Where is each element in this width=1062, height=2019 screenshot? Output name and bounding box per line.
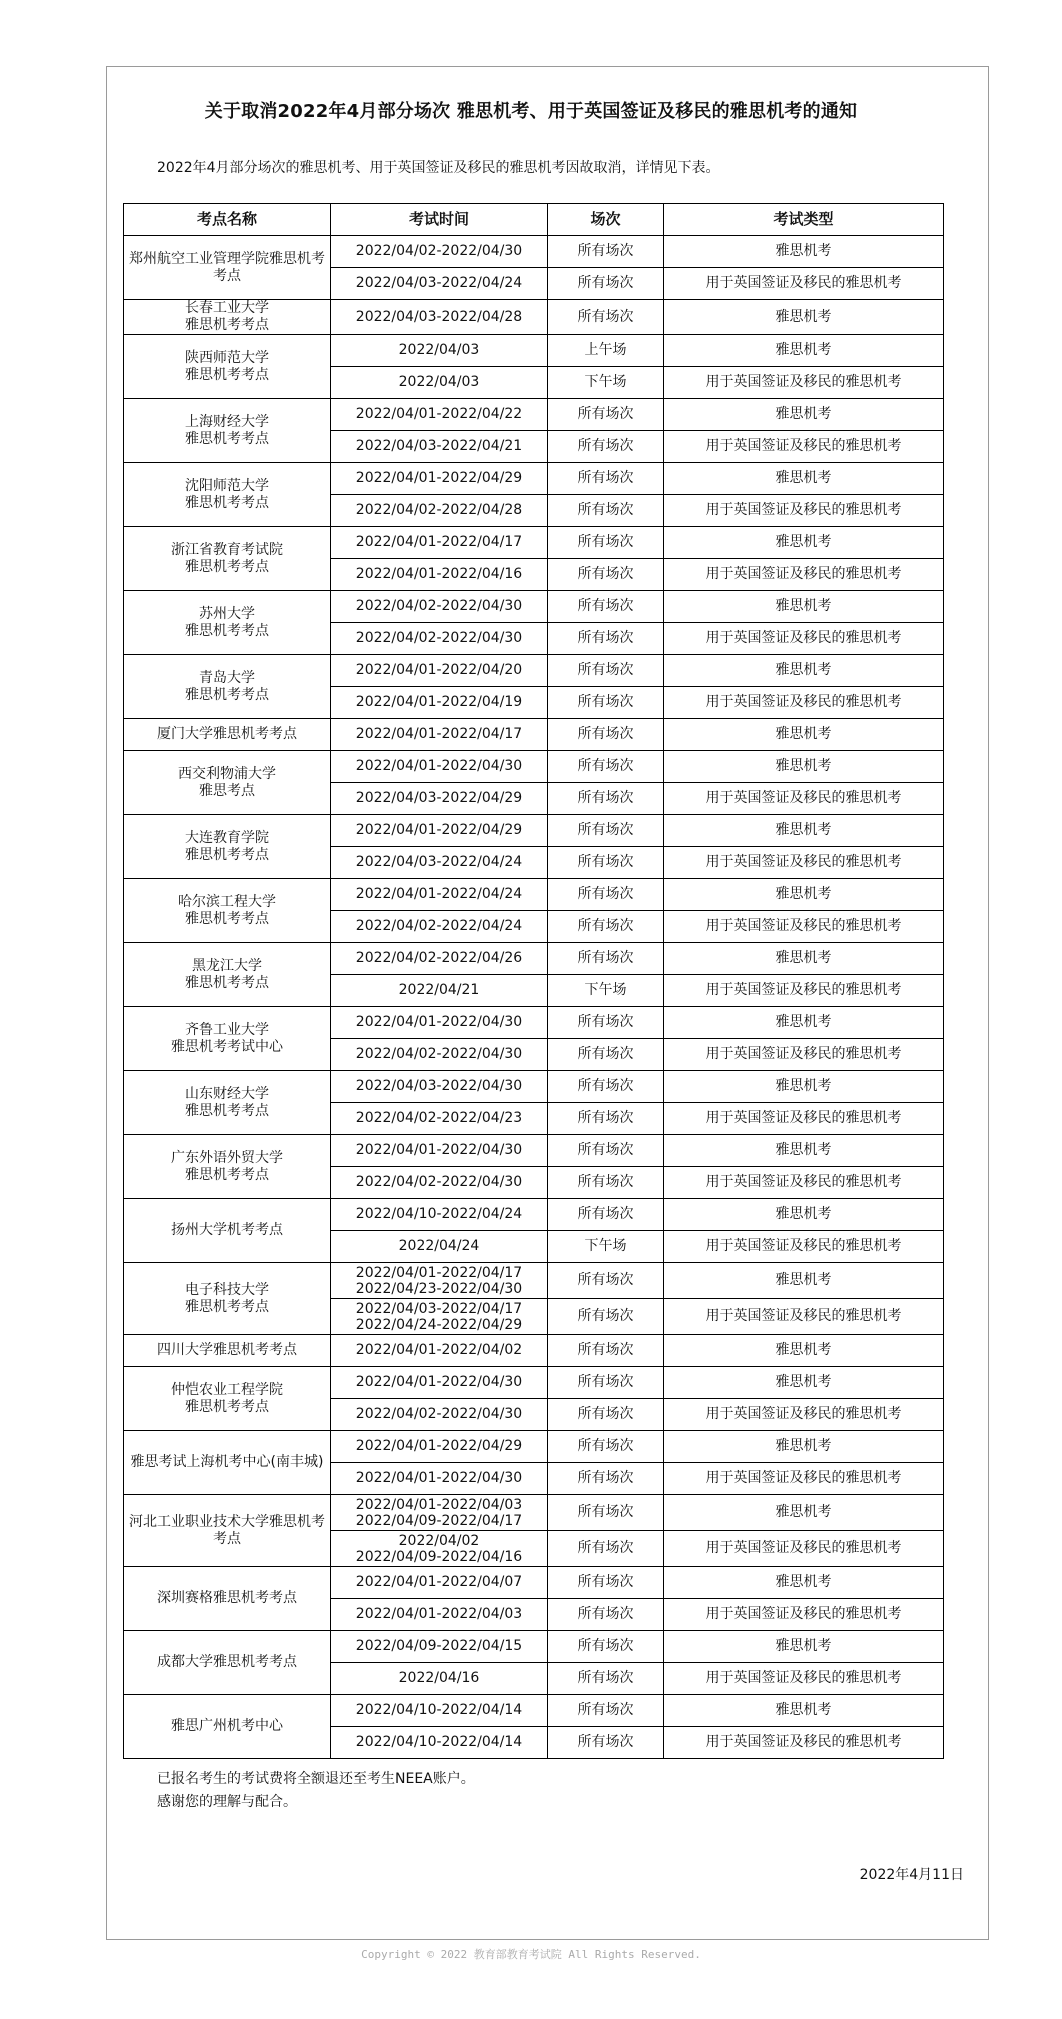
center-name-cell: 成都大学雅思机考考点 [124, 1631, 331, 1695]
session-cell: 所有场次 [548, 495, 664, 527]
session-cell: 上午场 [548, 335, 664, 367]
exam-type-cell: 雅思机考 [664, 399, 944, 431]
exam-type-cell: 雅思机考 [664, 527, 944, 559]
center-name-cell: 扬州大学机考考点 [124, 1199, 331, 1263]
table-row [124, 527, 944, 559]
table-row [124, 591, 944, 623]
exam-type-cell: 雅思机考 [664, 591, 944, 623]
exam-type-cell: 雅思机考 [664, 463, 944, 495]
exam-time-cell: 2022/04/01-2022/04/30 [331, 1367, 548, 1399]
center-name-cell: 西交利物浦大学 雅思考点 [124, 751, 331, 815]
center-name-cell: 郑州航空工业管理学院雅思机考考点 [124, 236, 331, 300]
exam-type-cell: 用于英国签证及移民的雅思机考 [664, 1299, 944, 1335]
exam-time-cell: 2022/04/03-2022/04/24 [331, 847, 548, 879]
header-type: 考试类型 [664, 204, 944, 236]
table-row [124, 1199, 944, 1231]
exam-type-cell: 雅思机考 [664, 1135, 944, 1167]
session-cell: 所有场次 [548, 1199, 664, 1231]
center-name-cell: 大连教育学院 雅思机考考点 [124, 815, 331, 879]
exam-time-cell: 2022/04/01-2022/04/30 [331, 1135, 548, 1167]
exam-type-cell: 用于英国签证及移民的雅思机考 [664, 1039, 944, 1071]
session-cell: 所有场次 [548, 655, 664, 687]
table-row [124, 1263, 944, 1299]
exam-time-cell: 2022/04/10-2022/04/14 [331, 1727, 548, 1759]
session-cell: 所有场次 [548, 1431, 664, 1463]
table-row [124, 1695, 944, 1727]
exam-time-cell: 2022/04/01-2022/04/02 [331, 1335, 548, 1367]
exam-type-cell: 用于英国签证及移民的雅思机考 [664, 687, 944, 719]
table-row [124, 236, 944, 268]
exam-time-cell: 2022/04/01-2022/04/29 [331, 815, 548, 847]
table-row [124, 1631, 944, 1663]
session-cell: 所有场次 [548, 783, 664, 815]
session-cell: 所有场次 [548, 687, 664, 719]
exam-time-cell: 2022/04/09-2022/04/15 [331, 1631, 548, 1663]
exam-time-cell: 2022/04/03-2022/04/30 [331, 1071, 548, 1103]
session-cell: 所有场次 [548, 1103, 664, 1135]
exam-type-cell: 雅思机考 [664, 1431, 944, 1463]
session-cell: 所有场次 [548, 399, 664, 431]
exam-time-cell: 2022/04/01-2022/04/07 [331, 1567, 548, 1599]
copyright: Copyright © 2022 教育部教育考试院 All Rights Reserved. [361, 1948, 701, 1961]
notice-date: 2022年4月11日 [859, 1867, 964, 1883]
session-cell: 所有场次 [548, 1495, 664, 1531]
exam-type-cell: 雅思机考 [664, 655, 944, 687]
exam-time-cell: 2022/04/02-2022/04/30 [331, 591, 548, 623]
center-name-cell: 仲恺农业工程学院 雅思机考考点 [124, 1367, 331, 1431]
table-row [124, 399, 944, 431]
table-row [124, 815, 944, 847]
exam-type-cell: 用于英国签证及移民的雅思机考 [664, 783, 944, 815]
exam-time-cell: 2022/04/02-2022/04/26 [331, 943, 548, 975]
table-row [124, 1071, 944, 1103]
cancellation-table [123, 203, 944, 1759]
exam-type-cell: 雅思机考 [664, 943, 944, 975]
exam-time-cell: 2022/04/02 2022/04/09-2022/04/16 [331, 1531, 548, 1567]
exam-type-cell: 用于英国签证及移民的雅思机考 [664, 1231, 944, 1263]
session-cell: 所有场次 [548, 1531, 664, 1567]
session-cell: 下午场 [548, 367, 664, 399]
exam-time-cell: 2022/04/01-2022/04/03 [331, 1599, 548, 1631]
table-row [124, 1495, 944, 1531]
header-session: 场次 [548, 204, 664, 236]
exam-time-cell: 2022/04/02-2022/04/28 [331, 495, 548, 527]
exam-time-cell: 2022/04/01-2022/04/17 2022/04/23-2022/04/30 [331, 1263, 548, 1299]
center-name-cell: 厦门大学雅思机考考点 [124, 719, 331, 751]
session-cell: 所有场次 [548, 463, 664, 495]
session-cell: 所有场次 [548, 1299, 664, 1335]
center-name-cell: 黑龙江大学 雅思机考考点 [124, 943, 331, 1007]
exam-time-cell: 2022/04/03-2022/04/21 [331, 431, 548, 463]
session-cell: 所有场次 [548, 751, 664, 783]
exam-time-cell: 2022/04/02-2022/04/24 [331, 911, 548, 943]
session-cell: 所有场次 [548, 1663, 664, 1695]
exam-type-cell: 用于英国签证及移民的雅思机考 [664, 1531, 944, 1567]
exam-time-cell: 2022/04/01-2022/04/20 [331, 655, 548, 687]
exam-type-cell: 雅思机考 [664, 1495, 944, 1531]
exam-type-cell: 雅思机考 [664, 1631, 944, 1663]
session-cell: 所有场次 [548, 1631, 664, 1663]
exam-time-cell: 2022/04/03-2022/04/29 [331, 783, 548, 815]
exam-time-cell: 2022/04/01-2022/04/17 [331, 527, 548, 559]
exam-time-cell: 2022/04/01-2022/04/29 [331, 1431, 548, 1463]
session-cell: 所有场次 [548, 268, 664, 300]
exam-time-cell: 2022/04/24 [331, 1231, 548, 1263]
session-cell: 所有场次 [548, 879, 664, 911]
exam-time-cell: 2022/04/16 [331, 1663, 548, 1695]
table-row [124, 463, 944, 495]
center-name-cell: 四川大学雅思机考考点 [124, 1335, 331, 1367]
table-row [124, 751, 944, 783]
table-row [124, 1567, 944, 1599]
session-cell: 所有场次 [548, 1007, 664, 1039]
exam-time-cell: 2022/04/02-2022/04/30 [331, 236, 548, 268]
exam-time-cell: 2022/04/03 [331, 335, 548, 367]
session-cell: 所有场次 [548, 1567, 664, 1599]
exam-time-cell: 2022/04/03-2022/04/17 2022/04/24-2022/04/29 [331, 1299, 548, 1335]
session-cell: 所有场次 [548, 300, 664, 335]
exam-type-cell: 用于英国签证及移民的雅思机考 [664, 847, 944, 879]
exam-time-cell: 2022/04/01-2022/04/19 [331, 687, 548, 719]
thanks-note: 感谢您的理解与配合。 [157, 1794, 297, 1810]
exam-type-cell: 用于英国签证及移民的雅思机考 [664, 268, 944, 300]
center-name-cell: 浙江省教育考试院 雅思机考考点 [124, 527, 331, 591]
center-name-cell: 上海财经大学 雅思机考考点 [124, 399, 331, 463]
session-cell: 所有场次 [548, 1599, 664, 1631]
session-cell: 所有场次 [548, 1399, 664, 1431]
exam-time-cell: 2022/04/02-2022/04/30 [331, 1399, 548, 1431]
center-name-cell: 陕西师范大学 雅思机考考点 [124, 335, 331, 399]
session-cell: 下午场 [548, 1231, 664, 1263]
exam-type-cell: 用于英国签证及移民的雅思机考 [664, 1599, 944, 1631]
session-cell: 所有场次 [548, 1071, 664, 1103]
session-cell: 所有场次 [548, 1263, 664, 1299]
table-row [124, 943, 944, 975]
exam-time-cell: 2022/04/01-2022/04/24 [331, 879, 548, 911]
center-name-cell: 青岛大学 雅思机考考点 [124, 655, 331, 719]
session-cell: 所有场次 [548, 847, 664, 879]
exam-time-cell: 2022/04/01-2022/04/30 [331, 751, 548, 783]
session-cell: 所有场次 [548, 911, 664, 943]
center-name-cell: 山东财经大学 雅思机考考点 [124, 1071, 331, 1135]
exam-type-cell: 雅思机考 [664, 1263, 944, 1299]
exam-type-cell: 用于英国签证及移民的雅思机考 [664, 1399, 944, 1431]
table-row [124, 1367, 944, 1399]
exam-type-cell: 用于英国签证及移民的雅思机考 [664, 495, 944, 527]
exam-time-cell: 2022/04/01-2022/04/16 [331, 559, 548, 591]
exam-type-cell: 用于英国签证及移民的雅思机考 [664, 1727, 944, 1759]
session-cell: 所有场次 [548, 1727, 664, 1759]
table-row [124, 1007, 944, 1039]
notes [157, 1768, 475, 1814]
exam-type-cell: 雅思机考 [664, 815, 944, 847]
table-row [124, 879, 944, 911]
exam-type-cell: 雅思机考 [664, 1071, 944, 1103]
exam-type-cell: 雅思机考 [664, 1335, 944, 1367]
session-cell: 所有场次 [548, 623, 664, 655]
table-body [124, 236, 944, 1759]
exam-type-cell: 用于英国签证及移民的雅思机考 [664, 1463, 944, 1495]
center-name-cell: 雅思考试上海机考中心(南丰城) [124, 1431, 331, 1495]
exam-type-cell: 雅思机考 [664, 335, 944, 367]
exam-type-cell: 雅思机考 [664, 719, 944, 751]
exam-type-cell: 雅思机考 [664, 1567, 944, 1599]
center-name-cell: 广东外语外贸大学 雅思机考考点 [124, 1135, 331, 1199]
exam-type-cell: 用于英国签证及移民的雅思机考 [664, 623, 944, 655]
exam-type-cell: 用于英国签证及移民的雅思机考 [664, 911, 944, 943]
center-name-cell: 雅思广州机考中心 [124, 1695, 331, 1759]
session-cell: 所有场次 [548, 431, 664, 463]
exam-type-cell: 雅思机考 [664, 236, 944, 268]
table-row [124, 335, 944, 367]
center-name-cell: 深圳赛格雅思机考考点 [124, 1567, 331, 1631]
table-row [124, 1335, 944, 1367]
center-name-cell: 哈尔滨工程大学 雅思机考考点 [124, 879, 331, 943]
session-cell: 所有场次 [548, 1367, 664, 1399]
session-cell: 所有场次 [548, 1695, 664, 1727]
session-cell: 所有场次 [548, 591, 664, 623]
exam-time-cell: 2022/04/03-2022/04/28 [331, 300, 548, 335]
center-name-cell: 长春工业大学 雅思机考考点 [124, 300, 331, 335]
center-name-cell: 沈阳师范大学 雅思机考考点 [124, 463, 331, 527]
exam-type-cell: 用于英国签证及移民的雅思机考 [664, 559, 944, 591]
exam-time-cell: 2022/04/02-2022/04/30 [331, 1039, 548, 1071]
exam-time-cell: 2022/04/01-2022/04/30 [331, 1007, 548, 1039]
session-cell: 所有场次 [548, 527, 664, 559]
exam-type-cell: 雅思机考 [664, 1367, 944, 1399]
page-title: 关于取消2022年4月部分场次 雅思机考、用于英国签证及移民的雅思机考的通知 [204, 101, 858, 122]
table-header-row [124, 204, 944, 236]
table-row [124, 1431, 944, 1463]
exam-time-cell: 2022/04/01-2022/04/03 2022/04/09-2022/04/17 [331, 1495, 548, 1531]
center-name-cell: 齐鲁工业大学 雅思机考考试中心 [124, 1007, 331, 1071]
session-cell: 所有场次 [548, 1135, 664, 1167]
table-row [124, 1135, 944, 1167]
intro-text: 2022年4月部分场次的雅思机考、用于英国签证及移民的雅思机考因故取消，详情见下表。 [157, 160, 720, 176]
exam-time-cell: 2022/04/02-2022/04/30 [331, 1167, 548, 1199]
exam-time-cell: 2022/04/02-2022/04/23 [331, 1103, 548, 1135]
exam-type-cell: 用于英国签证及移民的雅思机考 [664, 431, 944, 463]
exam-time-cell: 2022/04/03-2022/04/24 [331, 268, 548, 300]
header-center: 考点名称 [124, 204, 331, 236]
exam-type-cell: 用于英国签证及移民的雅思机考 [664, 1663, 944, 1695]
exam-type-cell: 用于英国签证及移民的雅思机考 [664, 1103, 944, 1135]
exam-time-cell: 2022/04/01-2022/04/29 [331, 463, 548, 495]
session-cell: 所有场次 [548, 943, 664, 975]
exam-type-cell: 用于英国签证及移民的雅思机考 [664, 367, 944, 399]
exam-type-cell: 雅思机考 [664, 1007, 944, 1039]
center-name-cell: 苏州大学 雅思机考考点 [124, 591, 331, 655]
exam-type-cell: 雅思机考 [664, 879, 944, 911]
exam-time-cell: 2022/04/03 [331, 367, 548, 399]
session-cell: 所有场次 [548, 236, 664, 268]
exam-type-cell: 雅思机考 [664, 1199, 944, 1231]
session-cell: 所有场次 [548, 1039, 664, 1071]
session-cell: 所有场次 [548, 1463, 664, 1495]
center-name-cell: 电子科技大学 雅思机考考点 [124, 1263, 331, 1335]
exam-time-cell: 2022/04/01-2022/04/30 [331, 1463, 548, 1495]
table-row [124, 719, 944, 751]
refund-note: 已报名考生的考试费将全额退还至考生NEEA账户。 [157, 1771, 475, 1787]
exam-type-cell: 用于英国签证及移民的雅思机考 [664, 975, 944, 1007]
table-row [124, 300, 944, 335]
exam-type-cell: 雅思机考 [664, 1695, 944, 1727]
session-cell: 所有场次 [548, 815, 664, 847]
center-name-cell: 河北工业职业技术大学雅思机考考点 [124, 1495, 331, 1567]
session-cell: 所有场次 [548, 1335, 664, 1367]
exam-type-cell: 用于英国签证及移民的雅思机考 [664, 1167, 944, 1199]
table-row [124, 655, 944, 687]
header-time: 考试时间 [331, 204, 548, 236]
session-cell: 所有场次 [548, 719, 664, 751]
exam-time-cell: 2022/04/02-2022/04/30 [331, 623, 548, 655]
exam-type-cell: 雅思机考 [664, 300, 944, 335]
exam-time-cell: 2022/04/01-2022/04/17 [331, 719, 548, 751]
session-cell: 下午场 [548, 975, 664, 1007]
exam-time-cell: 2022/04/10-2022/04/24 [331, 1199, 548, 1231]
exam-time-cell: 2022/04/01-2022/04/22 [331, 399, 548, 431]
exam-time-cell: 2022/04/10-2022/04/14 [331, 1695, 548, 1727]
exam-time-cell: 2022/04/21 [331, 975, 548, 1007]
session-cell: 所有场次 [548, 1167, 664, 1199]
session-cell: 所有场次 [548, 559, 664, 591]
exam-type-cell: 雅思机考 [664, 751, 944, 783]
